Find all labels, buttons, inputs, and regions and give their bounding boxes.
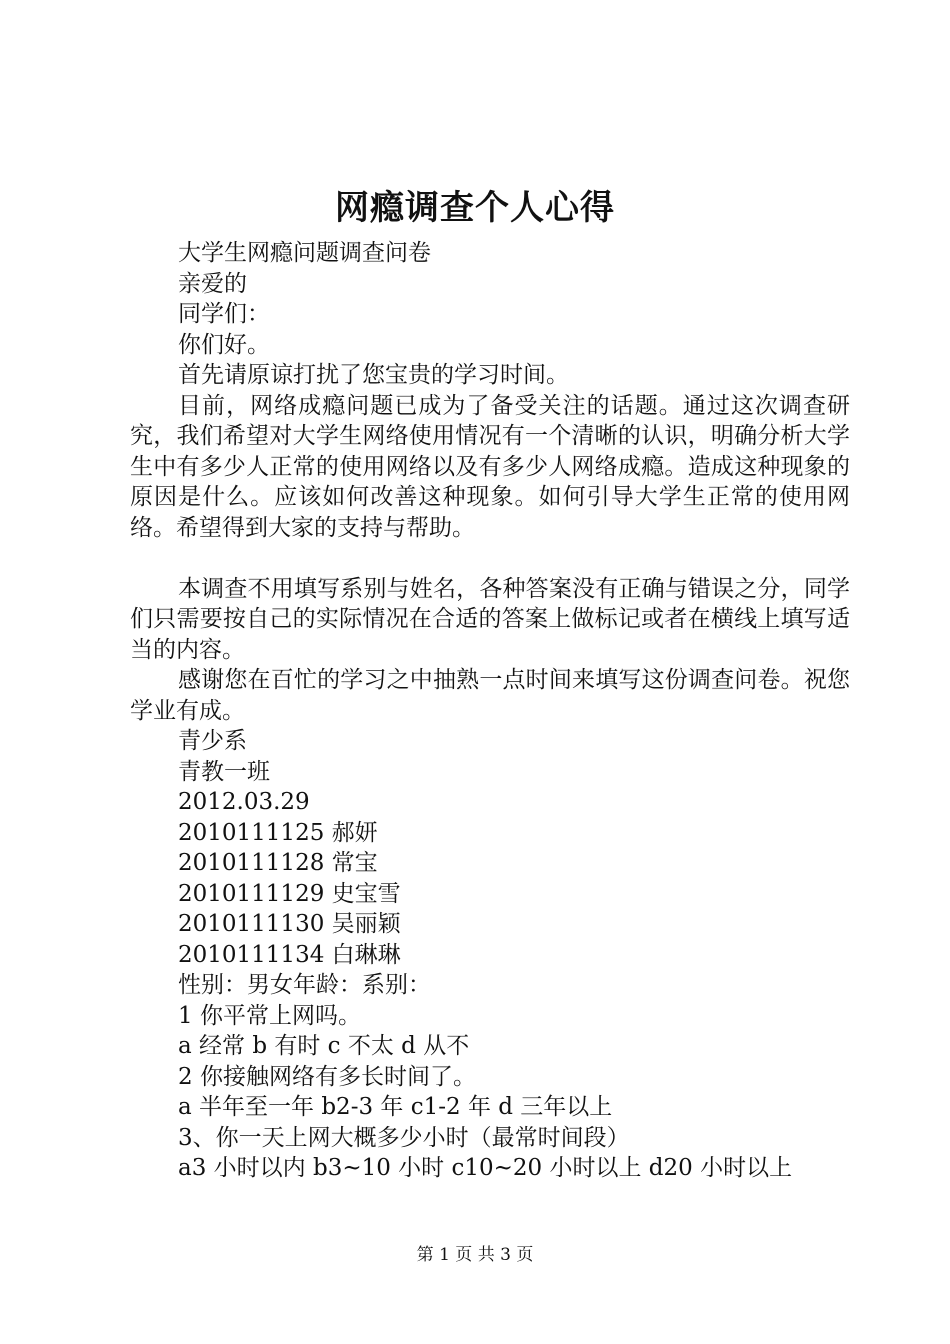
paragraph-apology: 首先请原谅打扰了您宝贵的学习时间。 — [178, 362, 569, 388]
paragraph-greeting-students: 同学们： — [178, 301, 270, 327]
paragraph-thanks: 感谢您在百忙的学习之中抽熟一点时间来填写这份调查问卷。祝您学业有成。 — [130, 667, 850, 724]
paragraph-date: 2012.03.29 — [178, 789, 310, 815]
paragraph-member: 2010111128 常宝 — [178, 850, 378, 876]
paragraph-purpose: 目前，网络成瘾问题已成为了备受关注的话题。通过这次调查研究，我们希望对大学生网络使用情况有一个清晰的认识，明确分析大学生中有多少人正常的使用网络以及有多少人网络成瘾。造成这种现象的原因是什么。应该如何改善这种现象。如何引导大学生正常的使用网络。希望得到大家的支持与帮助。 — [130, 392, 850, 541]
paragraph-department: 青少系 — [178, 728, 247, 754]
paragraph-greeting-dear: 亲爱的 — [178, 270, 247, 297]
paragraph-survey-title: 大学生网瘾问题调查问卷 — [178, 240, 431, 266]
paragraph-answers-3: a3 小时以内 b3~10 小时 c10~20 小时以上 d20 小时以上 — [178, 1155, 793, 1181]
paragraph-spacer — [130, 543, 850, 574]
page-title: 网瘾调查个人心得 — [335, 188, 615, 228]
paragraph-member: 2010111134 白琳琳 — [178, 941, 401, 968]
paragraph-question-2: 2 你接触网络有多长时间了。 — [178, 1063, 476, 1090]
page-footer: 第 1 页 共 3 页 — [416, 1245, 534, 1265]
document-body — [130, 238, 850, 1184]
paragraph-hello: 你们好。 — [178, 331, 270, 358]
paragraph-question-3: 3、你一天上网大概多少小时（最常时间段） — [178, 1124, 630, 1151]
paragraph-personal-info: 性别：男女年龄：系别： — [178, 972, 431, 998]
paragraph-member: 2010111130 吴丽颖 — [178, 911, 401, 937]
paragraph-member: 2010111129 史宝雪 — [178, 880, 401, 907]
paragraph-question-1: 1 你平常上网吗。 — [178, 1002, 361, 1029]
paragraph-class: 青教一班 — [178, 758, 270, 785]
paragraph-answers-1: a 经常 b 有时 c 不太 d 从不 — [178, 1033, 470, 1059]
paragraph-instructions: 本调查不用填写系别与姓名，各种答案没有正确与错误之分，同学们只需要按自己的实际情况在合适的答案上做标记或者在横线上填写适当的内容。 — [130, 575, 850, 663]
paragraph-member: 2010111125 郝妍 — [178, 819, 378, 846]
paragraph-answers-2: a 半年至一年 b2-3 年 c1-2 年 d 三年以上 — [178, 1094, 613, 1120]
